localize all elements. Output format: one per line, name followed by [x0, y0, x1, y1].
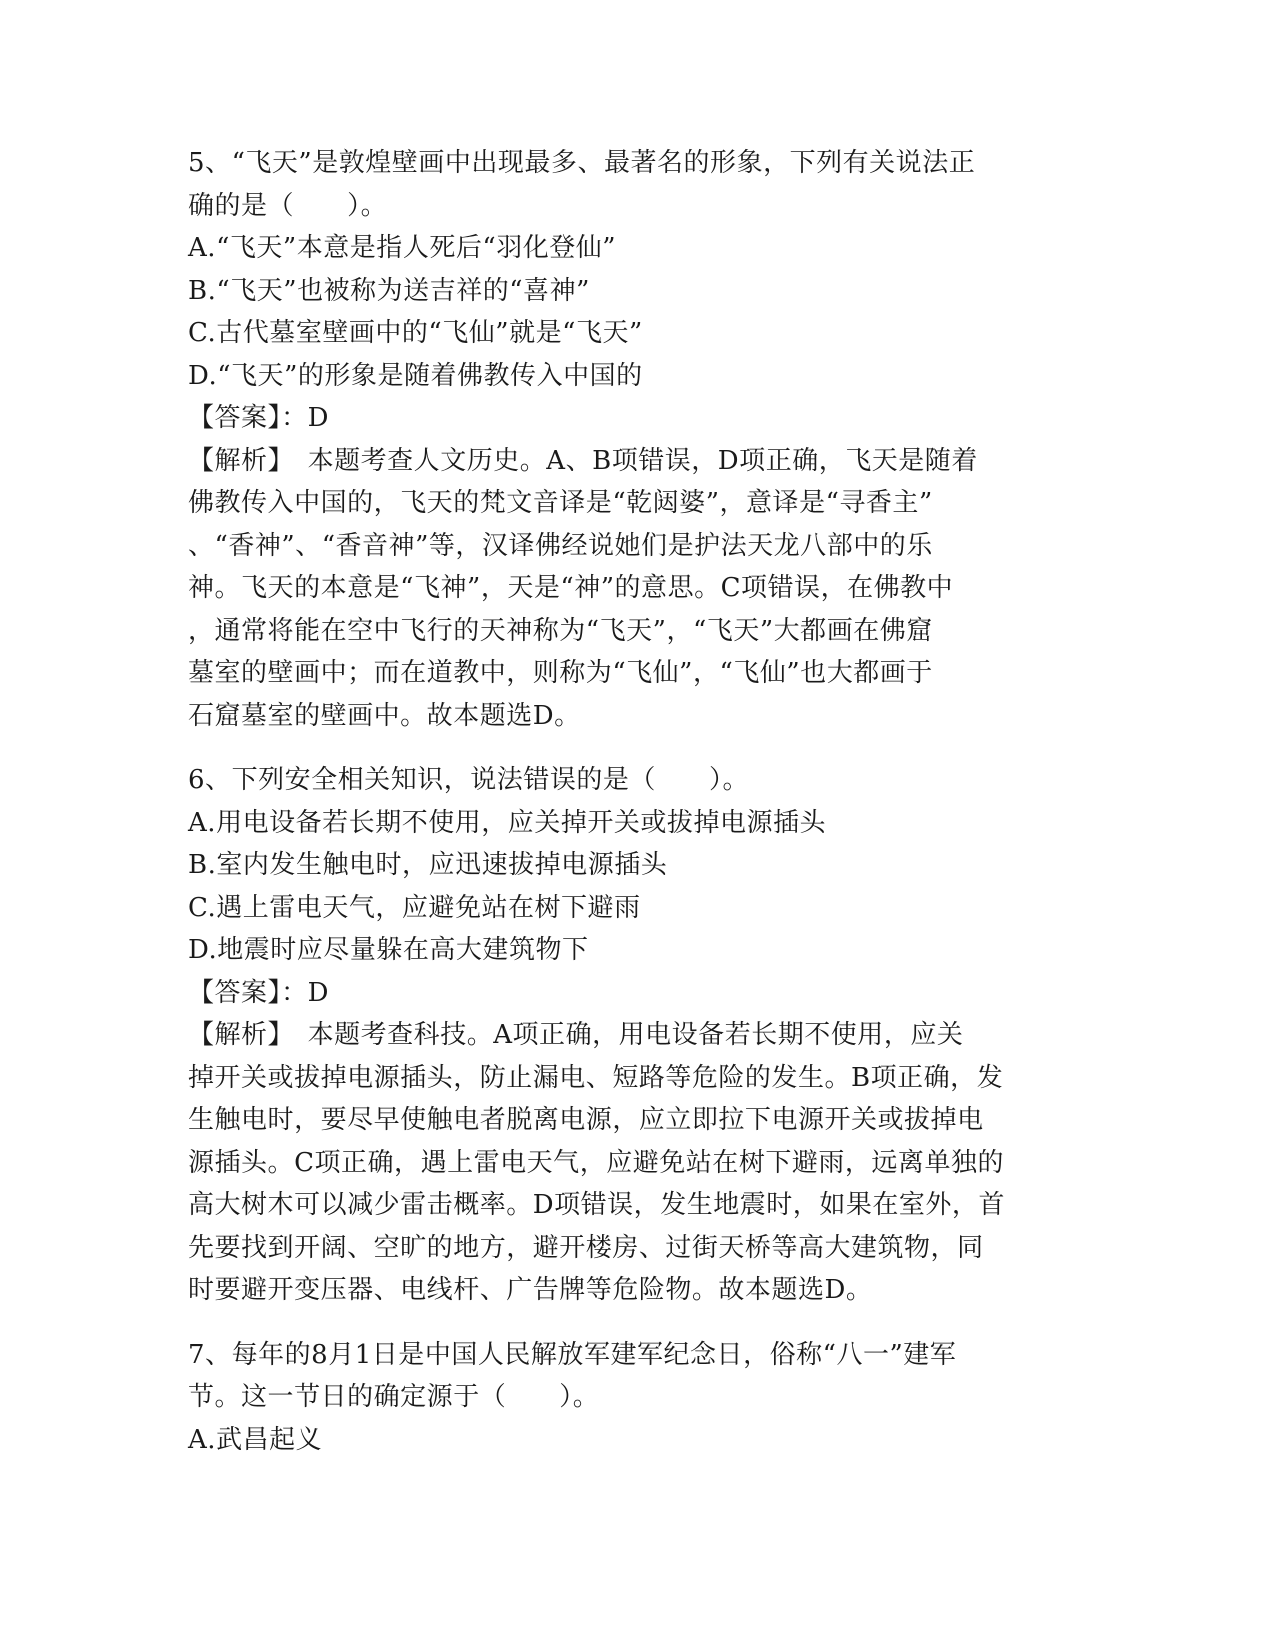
answer-line: 【答案】：D: [188, 977, 329, 1008]
question-stem: [188, 759, 1088, 802]
question-7: [188, 1334, 1088, 1462]
document-page: [188, 142, 1088, 1483]
analysis-line: 源插头。C项正确，遇上雷电天气，应避免站在树下避雨，远离单独的: [188, 1147, 1005, 1178]
option-list: [188, 227, 1088, 397]
analysis-line: ，通常将能在空中飞行的天神称为“飞天”，“飞天”大都画在佛窟: [188, 615, 933, 646]
option-list: [188, 1419, 1088, 1462]
stem-line: 5、“飞天”是敦煌壁画中出现最多、最著名的形象，下列有关说法正: [188, 148, 976, 178]
analysis-line: 神。飞天的本意是“飞神”，天是“神”的意思。C项错误，在佛教中: [188, 573, 954, 603]
stem-line: 7、每年的8月1日是中国人民解放军建军纪念日，俗称“八一”建军: [188, 1339, 957, 1370]
stem-line: 节。这一节日的确定源于（ ）。: [188, 1382, 600, 1412]
option-b: B.室内发生触电时，应迅速拔掉电源插头: [188, 850, 668, 880]
analysis-line: 石窟墓室的壁画中。故本题选D。: [188, 700, 581, 731]
stem-line: 6、下列安全相关知识，说法错误的是（ ）。: [188, 765, 749, 795]
option-c: C.遇上雷电天气，应避免站在树下避雨: [188, 892, 641, 923]
analysis-line: 墓室的壁画中；而在道教中，则称为“飞仙”，“飞仙”也大都画于: [188, 658, 933, 688]
question-stem: [188, 142, 1088, 227]
question-6: [188, 759, 1088, 1312]
question-stem: [188, 1334, 1088, 1419]
option-d: D.“飞天”的形象是随着佛教传入中国的: [188, 360, 643, 391]
analysis-line: 时要避开变压器、电线杆、广告牌等危险物。故本题选D。: [188, 1275, 873, 1305]
option-a: A.“飞天”本意是指人死后“羽化登仙”: [188, 233, 617, 263]
option-list: [188, 802, 1088, 972]
analysis-line: 、“香神”、“香音神”等，汉译佛经说她们是护法天龙八部中的乐: [188, 530, 933, 561]
answer-line: 【答案】：D: [188, 403, 329, 433]
analysis-line: 掉开关或拔掉电源插头，防止漏电、短路等危险的发生。B项正确，发: [188, 1062, 1004, 1093]
question-5: [188, 142, 1088, 737]
analysis-block: [188, 1014, 1088, 1312]
analysis-line: 生触电时，要尽早使触电者脱离电源，应立即拉下电源开关或拔掉电: [188, 1105, 984, 1135]
option-c: C.古代墓室壁画中的“飞仙”就是“飞天”: [188, 318, 643, 348]
analysis-line: 高大树木可以减少雷击概率。D项错误，发生地震时，如果在室外，首: [188, 1190, 1005, 1220]
stem-line: 确的是（ ）。: [188, 190, 388, 221]
option-a: A.武昌起义: [188, 1424, 323, 1455]
analysis-line: 佛教传入中国的，飞天的梵文音译是“乾闼婆”，意译是“寻香主”: [188, 488, 933, 518]
analysis-line: 【解析】 本题考查人文历史。A、B项错误，D项正确，飞天是随着: [188, 445, 978, 476]
analysis-line: 先要找到开阔、空旷的地方，避开楼房、过街天桥等高大建筑物，同: [188, 1232, 984, 1263]
analysis-block: [188, 440, 1088, 738]
option-b: B.“飞天”也被称为送吉祥的“喜神”: [188, 275, 590, 306]
option-d: D.地震时应尽量躲在高大建筑物下: [188, 935, 589, 965]
analysis-line: 【解析】 本题考查科技。A项正确，用电设备若长期不使用，应关: [188, 1020, 964, 1050]
option-a: A.用电设备若长期不使用，应关掉开关或拔掉电源插头: [188, 807, 827, 838]
